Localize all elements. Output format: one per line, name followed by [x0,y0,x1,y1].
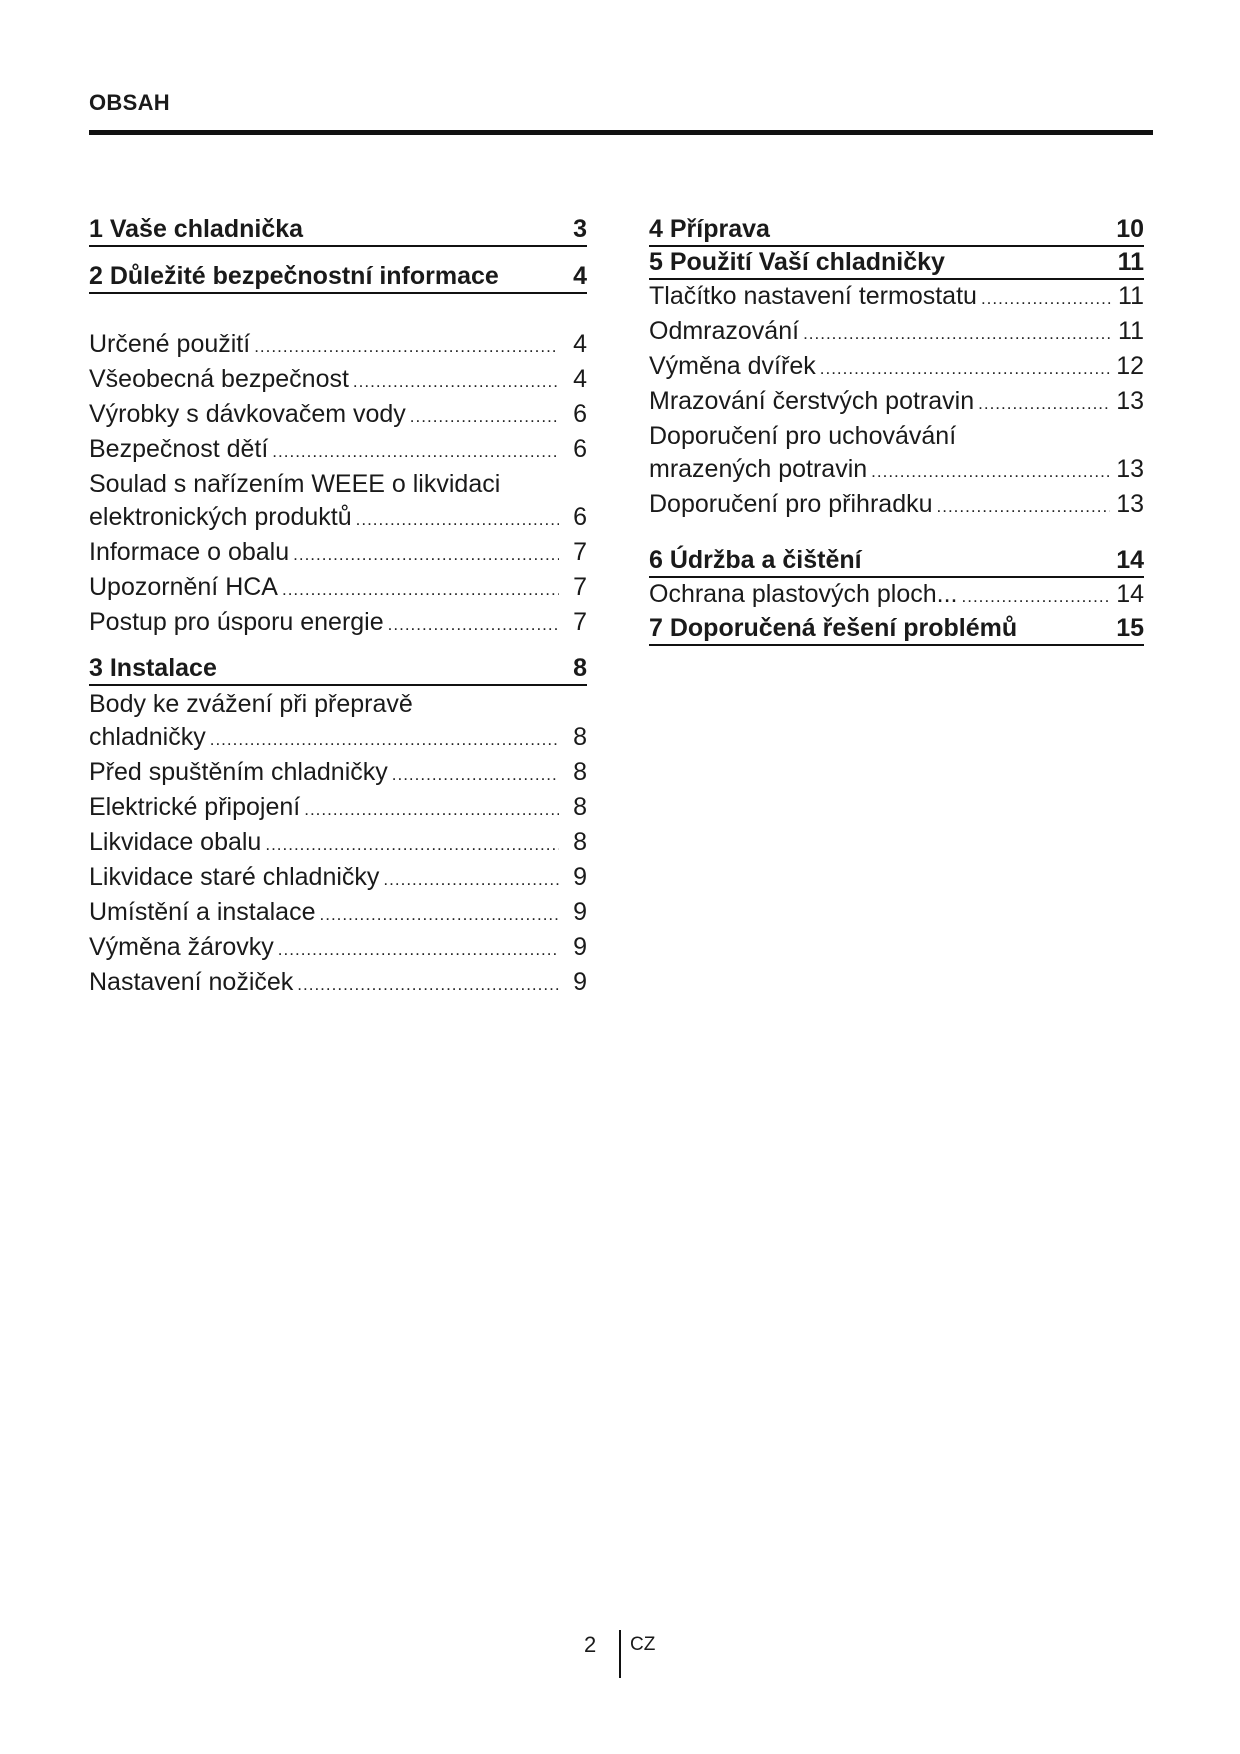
toc-item[interactable]: Upozornění HCA ..... 7 [89,571,587,606]
toc-item[interactable]: Doporučení pro přihradku ..... 13 [649,488,1144,523]
toc-section-2-items [89,328,587,641]
toc-section-3-items [89,688,587,1001]
header-divider [89,130,1153,135]
toc-item[interactable]: Nastavení nožiček ..... 9 [89,966,587,1001]
toc-section-5-items [649,280,1144,523]
toc-item[interactable]: elektronických produktů ..... 6 [89,501,587,536]
section-page: 10 [1116,215,1144,243]
toc-section-1[interactable] [89,214,587,247]
section-page: 11 [1117,248,1144,276]
toc-item[interactable]: Určené použití ..... 4 [89,328,587,363]
toc-item[interactable]: Likvidace obalu ..... 8 [89,826,587,861]
section-page: 4 [573,262,587,290]
toc-item[interactable]: Před spuštěním chladničky ..... 8 [89,756,587,791]
toc-item-line1[interactable]: Body ke zvážení při přepravě [89,690,413,718]
section-page: 14 [1116,546,1144,574]
toc-item[interactable]: Umístění a instalace ..... 9 [89,896,587,931]
toc-item-line1[interactable]: Soulad s nařízením WEEE o likvidaci [89,470,501,498]
toc-right-column [649,214,1144,646]
toc-section-5[interactable] [649,247,1144,280]
section-page: 15 [1116,614,1144,642]
language-code: CZ [630,1634,656,1655]
toc-item[interactable]: Ochrana plastových ploch... ..... 14 [649,578,1144,613]
toc-item[interactable]: Všeobecná bezpečnost ..... 4 [89,363,587,398]
toc-item[interactable]: Mrazování čerstvých potravin ..... 13 [649,385,1144,420]
section-page: 3 [573,215,587,243]
toc-item[interactable]: Výměna žárovky ..... 9 [89,931,587,966]
toc-item[interactable]: Bezpečnost dětí ..... 6 [89,433,587,468]
section-title: 2 Důležité bezpečnostní informace [89,262,499,290]
toc-item[interactable]: Výměna dvířek ..... 12 [649,350,1144,385]
toc-item[interactable]: Tlačítko nastavení termostatu ..... 11 [649,280,1144,315]
toc-item[interactable]: Odmrazování ..... 11 [649,315,1144,350]
section-title: 6 Údržba a čištění [649,546,862,574]
footer-divider [619,1630,621,1678]
toc-item[interactable]: Elektrické připojení ..... 8 [89,791,587,826]
toc-item[interactable]: Výrobky s dávkovačem vody ..... 6 [89,398,587,433]
toc-section-4[interactable] [649,214,1144,247]
section-page: 8 [573,654,587,682]
toc-item[interactable]: Informace o obalu ..... 7 [89,536,587,571]
toc-section-6-items [649,578,1144,613]
toc-item[interactable]: Likvidace staré chladničky ..... 9 [89,861,587,896]
section-title: 1 Vaše chladnička [89,215,304,243]
toc-section-3[interactable] [89,653,587,686]
toc-item[interactable]: chladničky ..... 8 [89,721,587,756]
section-title: 5 Použití Vaší chladničky [649,248,945,276]
toc-item-line1[interactable]: Doporučení pro uchovávání [649,422,957,450]
toc-item[interactable]: mrazených potravin ..... 13 [649,453,1144,488]
toc-section-2[interactable] [89,261,587,294]
page-number: 2 [584,1632,597,1657]
section-title: 7 Doporučená řešení problémů [649,614,1018,642]
page-title: OBSAH [89,90,170,115]
toc-section-7[interactable] [649,613,1144,646]
section-title: 3 Instalace [89,654,217,682]
toc-item[interactable]: Postup pro úsporu energie ..... 7 [89,606,587,641]
toc-section-6[interactable] [649,545,1144,578]
toc-left-column [89,214,587,1001]
section-title: 4 Příprava [649,215,770,243]
